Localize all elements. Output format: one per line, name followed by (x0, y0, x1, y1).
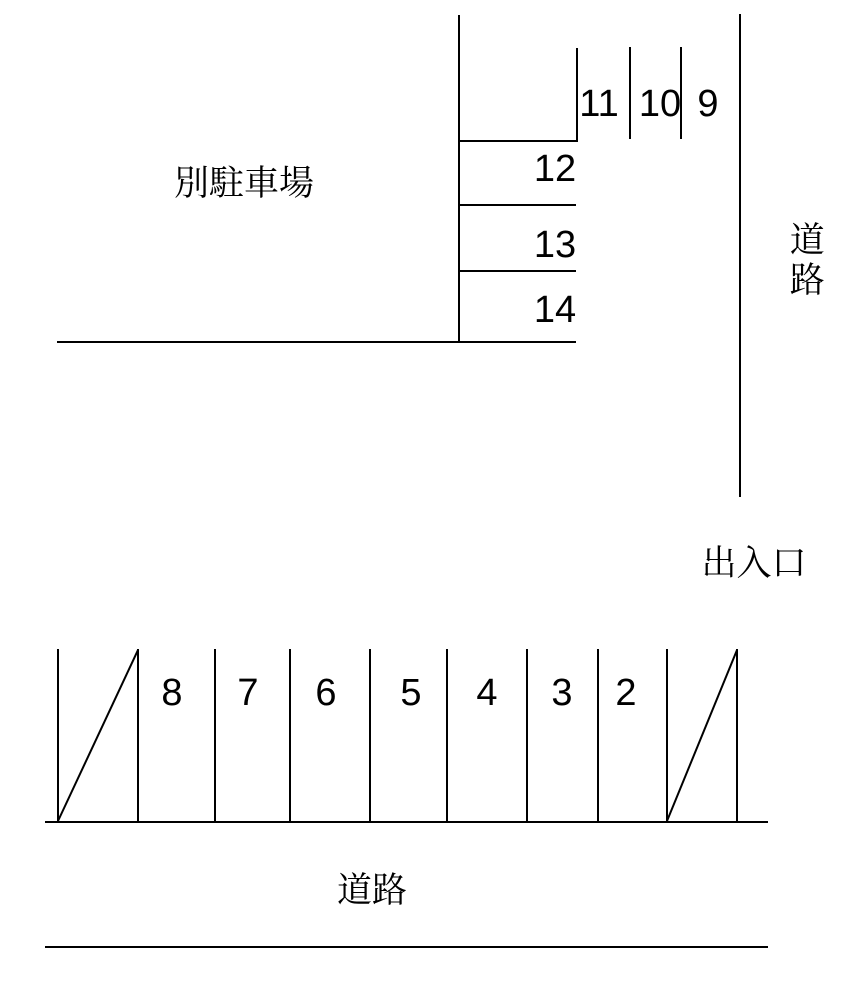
lower-divider-line-1 (57, 649, 59, 822)
space-7-label: 7 (237, 672, 259, 714)
space-6-label: 6 (315, 672, 337, 714)
space-8-label: 8 (161, 672, 183, 714)
upper-lot-bottom-boundary-line (57, 341, 576, 343)
lower-divider-line-5 (369, 649, 371, 822)
space-9-label: 9 (697, 83, 719, 125)
lower-divider-line-8 (597, 649, 599, 822)
upper-space-12-top-line (459, 140, 578, 142)
lower-divider-line-6 (446, 649, 448, 822)
lower-divider-line-7 (526, 649, 528, 822)
upper-space-11-left-divider-line (576, 48, 578, 142)
space-13-label: 13 (533, 224, 577, 266)
upper-space-10-11-divider-line (629, 47, 631, 139)
lower-divider-line-9 (666, 649, 668, 822)
space-4-label: 4 (476, 672, 498, 714)
upper-lot-left-boundary-line (458, 15, 460, 343)
lower-divider-line-4 (289, 649, 291, 822)
road-bottom-label: 道路 (336, 870, 408, 910)
space-10-label: 10 (638, 83, 682, 125)
blocked-space-left-diagonal-line (57, 649, 139, 821)
space-11-label: 11 (579, 83, 619, 125)
lower-lot-baseline (45, 821, 768, 823)
space-12-label: 12 (533, 148, 577, 190)
lower-divider-line-3 (214, 649, 216, 822)
space-14-label: 14 (533, 289, 577, 331)
blocked-space-right-diagonal-line (666, 649, 738, 821)
lower-divider-line-10 (736, 649, 738, 822)
upper-lot-name-label: 別駐車場 (173, 163, 315, 203)
lower-divider-line-2 (137, 649, 139, 822)
road-right-boundary-line (739, 14, 741, 497)
upper-space-12-13-divider-line (459, 204, 576, 206)
upper-space-13-14-divider-line (459, 270, 576, 272)
space-5-label: 5 (400, 672, 422, 714)
space-2-label: 2 (615, 672, 637, 714)
bottom-road-line (45, 946, 768, 948)
space-3-label: 3 (551, 672, 573, 714)
entrance-exit-label: 出入口 (701, 543, 807, 583)
road-right-label: 道路 (785, 221, 825, 301)
